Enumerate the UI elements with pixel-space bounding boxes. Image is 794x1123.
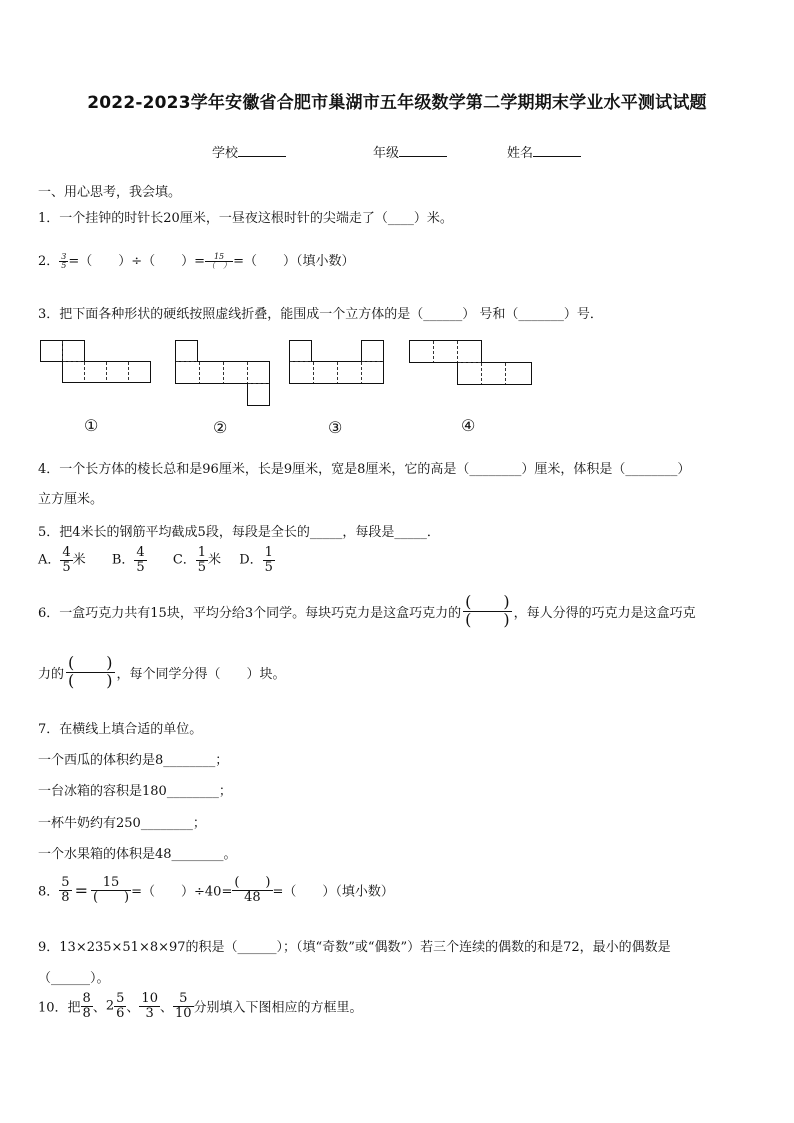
- q2-f1-den: 5: [61, 261, 67, 270]
- q10-f2-num: 5: [116, 991, 125, 1006]
- q8-fraction-1: [59, 876, 71, 904]
- frac-num: 4: [62, 545, 71, 560]
- q10-tail: 分别填入下图相应的方框里。: [193, 1000, 363, 1016]
- frac-den: 5: [62, 559, 71, 575]
- q8-number: 8．: [38, 884, 60, 900]
- q6-text-a: 6．一盒巧克力共有15块，平均分给3个同学。每块巧克力是这盒巧克力的: [38, 605, 462, 621]
- frac-den: 5: [197, 559, 207, 575]
- option-unit: 米: [208, 552, 222, 568]
- q8-equals: =: [74, 880, 88, 900]
- q8-f2-num: 15: [91, 876, 131, 891]
- option-letter: B．: [111, 552, 135, 568]
- q6-f2-den: ( ): [68, 670, 113, 690]
- option-fraction: [134, 546, 146, 574]
- school-label: 学校: [212, 146, 239, 161]
- question-4-line-1: 4．一个长方体的棱长总和是96厘米，长是9厘米，宽是8厘米，它的高是（________）厘米，体积是（________）: [38, 462, 691, 477]
- net-shape-3: [289, 340, 385, 386]
- net-label-2: ②: [213, 418, 228, 437]
- q10-whole: 2: [105, 998, 115, 1014]
- school-blank[interactable]: [238, 144, 286, 157]
- frac-num: 4: [136, 545, 145, 560]
- grade-blank[interactable]: [399, 144, 447, 157]
- q10-f3-den: 3: [145, 1005, 154, 1021]
- q10-fraction-4: [173, 992, 194, 1020]
- q8-f2-den: ( ): [92, 889, 130, 905]
- q6-f1-den: ( ): [465, 609, 510, 629]
- q7-item: 一台冰箱的容积是180________；: [38, 784, 232, 799]
- q7-item: 一个水果箱的体积是48________。: [38, 847, 237, 862]
- question-4-line-2: 立方厘米。: [38, 492, 104, 507]
- net-shape-1: [40, 340, 152, 384]
- section-heading: 一、用心思考，我会填。: [38, 185, 182, 200]
- question-5: 5．把4米长的钢筋平均截成5段，每段是全长的_____，每段是_____．: [38, 525, 440, 540]
- question-8: [38, 876, 394, 904]
- q10-f4-den: 10: [174, 1005, 192, 1021]
- school-field: [212, 142, 286, 161]
- name-label: 姓名: [507, 146, 534, 161]
- q2-f2-num: 15: [205, 253, 233, 262]
- frac-num: 1: [264, 545, 273, 560]
- q10-f1-den: 8: [82, 1005, 91, 1021]
- option-letter: A．: [38, 552, 61, 568]
- frac-den: 5: [264, 559, 273, 575]
- q10-sep: 、: [126, 1000, 140, 1016]
- net-shape-4: [409, 340, 533, 386]
- q10-f2-den: 6: [116, 1005, 125, 1021]
- grade-label: 年级: [373, 146, 400, 161]
- question-10: [38, 992, 363, 1020]
- q6-fraction-2: [66, 655, 115, 690]
- q8-f1-num: 5: [61, 875, 70, 890]
- q6-text-d: ，每个同学分得（ ）块。: [116, 666, 286, 682]
- option-letter: D．: [239, 552, 263, 568]
- question-7: 7．在横线上填合适的单位。: [38, 722, 203, 737]
- option-fraction: [196, 546, 208, 574]
- grade-field: [373, 142, 447, 161]
- q10-fraction-2: [114, 992, 126, 1020]
- q10-f4-num: 5: [173, 992, 194, 1007]
- q10-fraction-1: [81, 992, 93, 1020]
- option-c[interactable]: [173, 546, 221, 574]
- q8-fraction-3: [232, 876, 272, 904]
- q2-fraction-2: [205, 253, 233, 271]
- q8-middle: =（ ）÷40=: [131, 884, 233, 900]
- q6-fraction-1: [463, 594, 512, 629]
- q6-text-b: ，每人分得的巧克力是这盒巧克: [513, 605, 696, 621]
- question-6-line-2: [38, 655, 286, 690]
- q6-f2-num: ( ): [68, 653, 113, 672]
- q10-pre: 10．把: [38, 1000, 81, 1016]
- name-blank[interactable]: [533, 144, 581, 157]
- question-2: [38, 250, 354, 270]
- q2-number: 2．: [38, 254, 60, 269]
- q6-f1-num: ( ): [465, 592, 510, 611]
- q5-options: [38, 546, 275, 574]
- frac-num: 1: [197, 545, 207, 560]
- question-9-line-1: 9．13×235×51×8×97的积是（______）；（填“奇数”或“偶数”）若三个连续的偶数的和是72，最小的偶数是: [38, 940, 671, 955]
- frac-den: 5: [136, 559, 145, 575]
- option-letter: C．: [172, 552, 196, 568]
- q8-tail: =（ ）（填小数）: [272, 884, 394, 900]
- option-unit: 米: [72, 552, 86, 568]
- net-shape-2: [175, 340, 271, 408]
- option-fraction: [263, 546, 275, 574]
- q8-fraction-2: [91, 876, 131, 904]
- question-3: 3．把下面各种形状的硬纸按照虚线折叠，能围成一个立方体的是（______） 号和（_______）号．: [38, 307, 603, 322]
- q8-f3-den: 48: [244, 889, 261, 905]
- q2-f1-num: 3: [61, 251, 67, 261]
- net-label-4: ④: [461, 416, 476, 435]
- question-6-line-1: [38, 594, 696, 629]
- q8-f3-num: ( ): [234, 875, 271, 890]
- q8-f1-den: 8: [61, 889, 70, 905]
- name-field: [507, 142, 581, 161]
- q2-tail: =（ ）（填小数）: [233, 254, 355, 269]
- net-label-3: ③: [328, 418, 343, 437]
- question-9-line-2: （______）。: [38, 971, 110, 986]
- question-1: 1．一个挂钟的时针长20厘米，一昼夜这根时针的尖端走了（____）米。: [38, 211, 453, 226]
- q2-fraction-1: [59, 253, 68, 271]
- page-title: 2022-2023学年安徽省合肥市巢湖市五年级数学第二学期期末学业水平测试试题: [87, 93, 707, 113]
- q2-f2-den: （ ）: [207, 261, 232, 270]
- q10-fraction-3: [139, 992, 160, 1020]
- q10-f3-num: 10: [141, 991, 158, 1006]
- q6-text-c: 力的: [38, 666, 65, 682]
- q7-item: 一个西瓜的体积约是8________；: [38, 753, 229, 768]
- q2-middle: =（ ）÷（ ）=: [68, 254, 206, 269]
- net-label-1: ①: [84, 416, 99, 435]
- option-fraction: [60, 546, 72, 574]
- option-a[interactable]: [38, 546, 86, 574]
- q10-f1-num: 8: [82, 991, 91, 1006]
- option-b[interactable]: [112, 546, 147, 574]
- q7-item: 一杯牛奶约有250________；: [38, 816, 206, 831]
- q10-sep: 、: [92, 1000, 106, 1016]
- option-d[interactable]: [239, 546, 275, 574]
- q10-sep: 、: [159, 1000, 173, 1016]
